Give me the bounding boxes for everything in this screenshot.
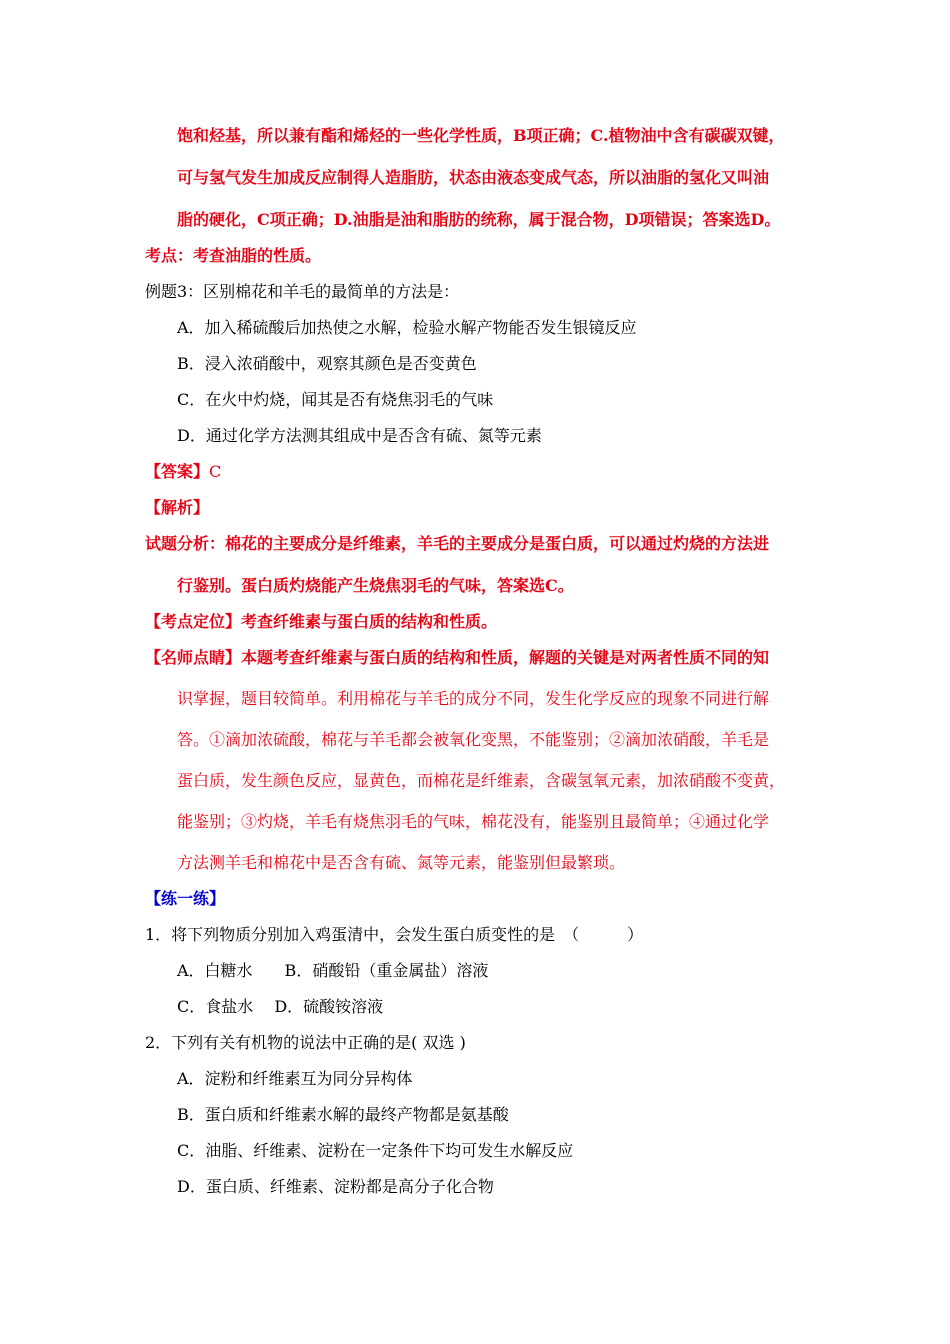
q2-stem: 2．下列有关有机物的说法中正确的是( 双选 ) [145, 1033, 466, 1052]
example3-option-c: C．在火中灼烧，闻其是否有烧焦羽毛的气味 [177, 390, 494, 409]
mingshi-line-4: 蛋白质，发生颜色反应，显黄色，而棉花是纤维素，含碳氢氧元素，加浓硝酸不变黄， [177, 771, 786, 790]
q2-option-d: D．蛋白质、纤维素、淀粉都是高分子化合物 [177, 1177, 494, 1196]
jiexi-label: 【解析】 [145, 498, 210, 517]
mingshi-line-1 [145, 648, 769, 668]
q2-option-b: B．蛋白质和纤维素水解的最终产物都是氨基酸 [177, 1105, 509, 1124]
example3-option-d: D．通过化学方法测其组成中是否含有硫、氮等元素 [177, 426, 542, 445]
example3-option-a: A．加入稀硫酸后加热使之水解，检验水解产物能否发生银镜反应 [177, 318, 637, 337]
kaodian-text: 考查纤维素与蛋白质的结构和性质。 [241, 612, 498, 631]
prev-analysis-line-3: 脂的硬化，C项正确；D.油脂是油和脂肪的统称，属于混合物，D项错误；答案选D。 [177, 210, 781, 229]
mingshi-line-6: 方法测羊毛和棉花中是否含有硫、氮等元素，能鉴别但最繁琐。 [177, 853, 626, 872]
q1-options-row-2: C．食盐水 D．硫酸铵溶液 [177, 997, 384, 1016]
kaodian-label: 【考点定位】 [145, 612, 242, 631]
mingshi-line-3: 答。①滴加浓硫酸，棉花与羊毛都会被氧化变黑，不能鉴别；②滴加浓硝酸，羊毛是 [177, 730, 770, 749]
analysis-line-1: 试题分析：棉花的主要成分是纤维素，羊毛的主要成分是蛋白质，可以通过灼烧的方法进 [145, 534, 770, 553]
mingshi-label: 【名师点睛】 [145, 648, 242, 667]
answer-value: C [209, 462, 222, 481]
q2-option-c: C．油脂、纤维素、淀粉在一定条件下均可发生水解反应 [177, 1141, 574, 1160]
mingshi-line-5: 能鉴别；③灼烧，羊毛有烧焦羽毛的气味，棉花没有，能鉴别且最简单；④通过化学 [177, 812, 770, 831]
q2-option-a: A．淀粉和纤维素互为同分异构体 [177, 1069, 413, 1088]
prev-analysis-line-2: 可与氢气发生加成反应制得人造脂肪，状态由液态变成气态，所以油脂的氢化又叫油 [177, 168, 770, 187]
answer-line [145, 462, 221, 482]
mingshi-line-2: 识掌握，题目较简单。利用棉花与羊毛的成分不同，发生化学反应的现象不同进行解 [177, 689, 770, 708]
answer-label: 【答案】 [145, 462, 210, 481]
analysis-line-2: 行鉴别。蛋白质灼烧能产生烧焦羽毛的气味，答案选C。 [177, 576, 574, 595]
prev-kaodian: 考点：考查油脂的性质。 [145, 246, 322, 265]
prev-analysis-line-1: 饱和烃基，所以兼有酯和烯烃的一些化学性质，B项正确；C.植物油中含有碳碳双键， [177, 126, 785, 145]
practice-header: 【练一练】 [145, 889, 226, 908]
example3-option-b: B．浸入浓硝酸中，观察其颜色是否变黄色 [177, 354, 477, 373]
mingshi-text-1: 本题考查纤维素与蛋白质的结构和性质，解题的关键是对两者性质不同的知 [241, 648, 770, 667]
q1-options-row-1: A．白糖水 B．硝酸铅（重金属盐）溶液 [177, 961, 489, 980]
example3-question: 例题3：区别棉花和羊毛的最简单的方法是： [145, 282, 460, 301]
kaodian-line [145, 612, 497, 632]
q1-stem: 1．将下列物质分别加入鸡蛋清中，会发生蛋白质变性的是 （ ） [145, 925, 644, 944]
